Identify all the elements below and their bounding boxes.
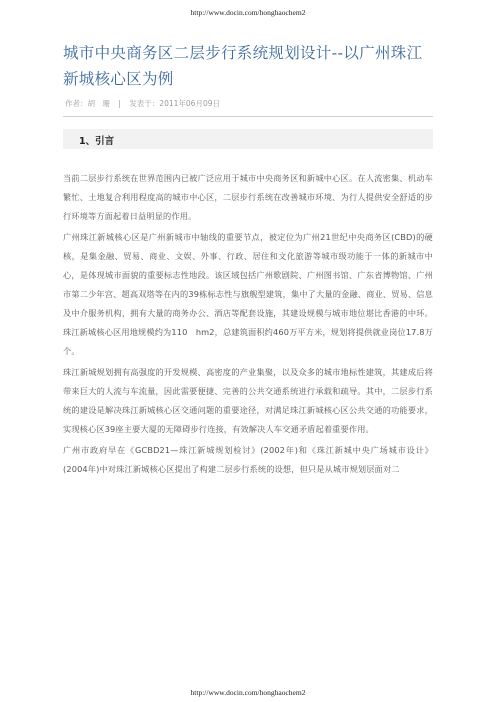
section-heading: 1、引言 [79,136,115,147]
article [63,40,433,481]
title-divider [63,116,433,117]
paragraph: 当前二层步行系统在世界范围内已被广泛应用于城市中央商务区和新城中心区。在人流密集、机动车繁忙、土地复合利用程度高的城市中心区，二层步行系统在改善城市环境、为行人提供安全舒适的步行环境等方面起着日益明显的作用。 [63,173,433,221]
article-title: 城市中央商务区二层步行系统规划设计--以广州珠江新城核心区为例 [63,44,423,88]
paragraph: 广州市政府早在《GCBD21—珠江新城规划检讨》(2002年)和《珠江新城中央广场城市设计》(2004年)中对珠江新城核心区提出了构建二层步行系统的设想，但只是从城市规划层面对二 [63,445,433,474]
paragraph: 珠江新城规划拥有高强度的开发规模、高密度的产业集聚，以及众多的城市地标性建筑，其建成后将带来巨大的人流与车流量，因此需要便捷、完善的公共交通系统进行承载和疏导。其中，二层步行系统的建设是解决珠江新城核心区交通问题的重要途径，对满足珠江新城核心区公共交通的功能要求，实现核心区39座主要大厦的无障碍步行连接，有效解决人车交通矛盾起着重要作用。 [63,367,433,434]
paragraph: 广州珠江新城核心区是广州新城市中轴线的重要节点，被定位为广州21世纪中央商务区(CBD)的硬核，是集金融、贸易、商业、文娱、外事、行政、居住和文化旅游等城市级功能于一体的新城市中心，是体现城市面貌的重要标志性地段。该区域包括广州歌剧院、广州图书馆、广东省博物馆、广州市第二少年宫、超高双塔等在内的39栋标志性与旗舰型建筑，集中了大量的金融、商业、贸易、信息及中介服务机构，拥有大量的商务办公、酒店等配套设施，其建设规模与城市地位堪比香港的中环。珠江新城核心区用地规模约为110 hm2，总建筑面积约460万平方米，规划将提供就业岗位17.8万个。 [63,232,433,356]
author-label: 作者：胡 珊 [65,99,110,108]
article-meta [65,98,433,110]
publish-date: 发表于：2011年06月09日 [129,99,220,108]
header-url[interactable]: http://www.docin.com/honghaochem2 [190,8,306,17]
article-body [63,169,433,479]
footer-url[interactable]: http://www.docin.com/honghaochem2 [190,688,306,697]
section-heading-bar [63,129,433,149]
meta-separator: | [118,99,121,108]
